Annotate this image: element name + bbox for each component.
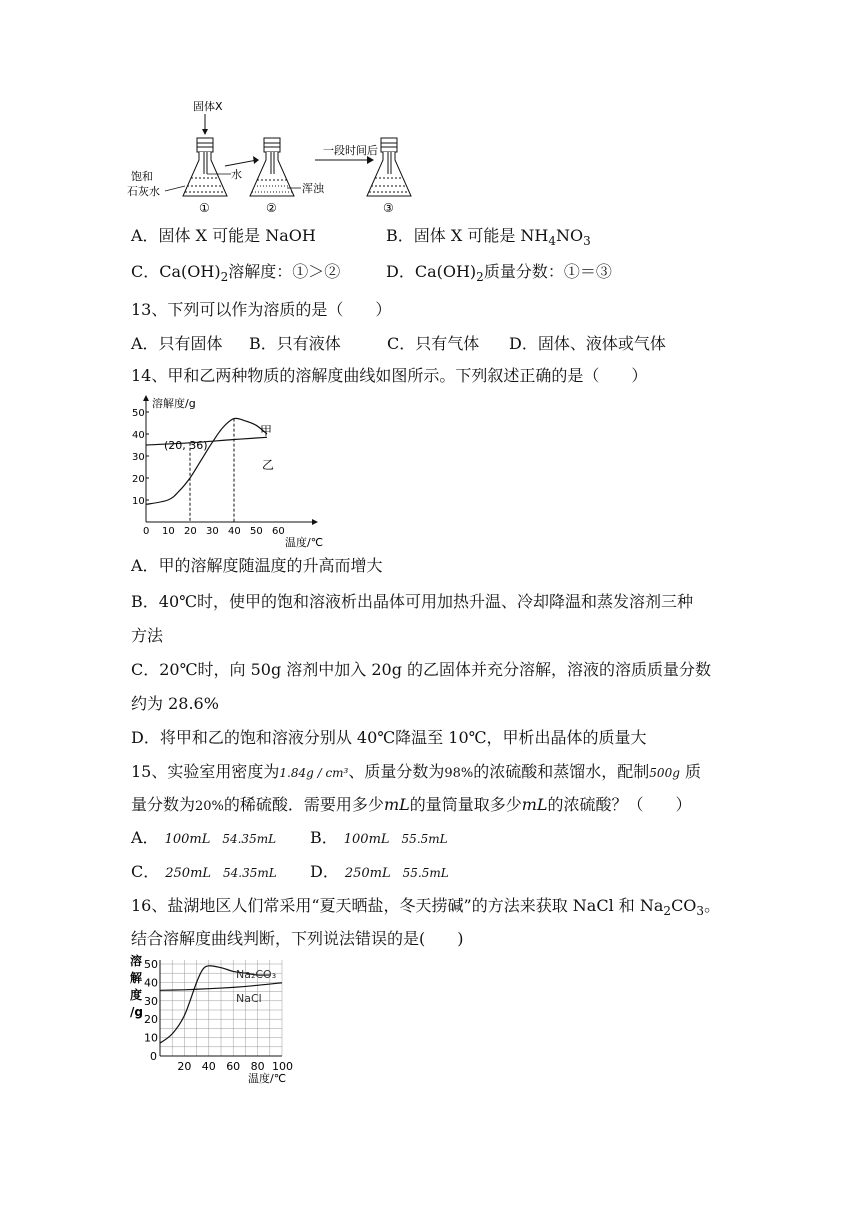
- turbid-label: 浑浊: [302, 182, 324, 195]
- q16-solubility-chart: [128, 952, 308, 1088]
- after-time-label: 一段时间后: [323, 144, 378, 157]
- y-tick-label: 50: [144, 958, 158, 971]
- water-label: 水: [231, 168, 242, 181]
- q12-option-d-sub: 2: [476, 270, 484, 285]
- saturated-label-2: 石灰水: [127, 185, 160, 198]
- x-tick-label: 100: [272, 1060, 293, 1073]
- q14-option-a: A．甲的溶解度随温度的升高而增大: [131, 556, 383, 575]
- solid-x-label: 固体X: [193, 100, 223, 113]
- q13-option-c: C．只有气体: [387, 334, 480, 353]
- y-axis-label-char: 溶: [130, 954, 143, 968]
- series-line-jia: [146, 418, 267, 504]
- q12-option-b-sub1: 4: [548, 234, 557, 249]
- series-label-yi: 乙: [262, 458, 275, 472]
- q12-option-b: [386, 226, 591, 251]
- flask-1-number: ①: [199, 201, 210, 215]
- q15-stem2-a: 量分数为: [131, 795, 196, 814]
- q12-option-c: [131, 262, 340, 287]
- q12-option-d: [386, 262, 612, 287]
- y-tick-label: 10: [144, 1031, 158, 1045]
- x-tick-label: 30: [206, 526, 219, 537]
- q16-stem1-b: CO: [671, 896, 697, 915]
- q12-option-d-suffix: 质量分数：①＝③: [483, 262, 612, 281]
- x-axis-arrow: [312, 519, 318, 525]
- y-tick-label: 0: [150, 1050, 157, 1063]
- q13-option-b: B．只有液体: [249, 334, 341, 353]
- x-tick-label: 0: [143, 526, 150, 537]
- q15-option-d-v2: 55.5mL: [402, 866, 449, 880]
- x-axis-label: 温度/℃: [285, 536, 324, 549]
- flask-2-number: ②: [266, 201, 277, 215]
- q13-option-a: A．只有固体: [131, 334, 223, 353]
- q15-stem-line1: [131, 762, 701, 784]
- q15-ml-1: mL: [383, 795, 410, 814]
- x-tick-label: 40: [228, 526, 241, 537]
- q15-option-b-v1: 100mL: [343, 832, 390, 847]
- q16-stem1-sub: 2: [663, 904, 672, 919]
- q15-stem2-c: 的量筒量取多少: [409, 795, 522, 814]
- y-axis-label: 溶解度/g: [152, 397, 196, 410]
- q12-option-b-sub2: 3: [583, 234, 591, 249]
- q14-option-d: D．将甲和乙的饱和溶液分别从 40℃降温至 10℃，甲析出晶体的质量大: [131, 728, 647, 747]
- q12-option-b-mid: NO: [556, 226, 584, 245]
- q15-density: 1.84g / cm³: [279, 766, 349, 780]
- saturated-label-1: 饱和: [131, 170, 153, 183]
- flask-2: [250, 138, 325, 215]
- q12-option-b-text: B．固体 X 可能是 NH: [386, 226, 549, 245]
- q12-option-c-suffix: 溶解度：①＞②: [228, 262, 341, 281]
- q15-stem1-c: 的浓硫酸和蒸馏水，配制: [473, 762, 650, 781]
- q16-stem-line2: 结合溶解度曲线判断，下列说法错误的是( ): [131, 929, 464, 948]
- y-tick-label: 10: [132, 496, 145, 507]
- x-tick-label: 50: [250, 526, 263, 537]
- q14-option-c-line1: C．20℃时，向 50g 溶剂中加入 20g 的乙固体并充分溶解，溶液的溶质质量分数: [131, 660, 712, 679]
- q14-option-b-line2: 方法: [131, 626, 164, 645]
- q16-stem1-sub2: 3: [696, 904, 705, 919]
- q15-stem1-d: 质: [679, 762, 701, 781]
- q13-option-d: D．固体、液体或气体: [509, 334, 666, 353]
- y-tick-label: 20: [144, 1013, 158, 1027]
- q15-mass: 500g: [649, 766, 680, 780]
- flask-1: [183, 138, 242, 215]
- q15-option-b-letter: B．: [310, 828, 338, 847]
- q15-option-a-v1: 100mL: [164, 832, 211, 847]
- x-tick-label: 40: [201, 1060, 216, 1073]
- q15-option-d-letter: D．: [310, 862, 339, 881]
- series-label-na2co3: Na₂CO₃: [236, 968, 277, 981]
- y-tick-label: 40: [144, 976, 158, 990]
- q15-ml-2: mL: [521, 795, 548, 814]
- q16-stem-line1: [131, 896, 720, 921]
- q15-option-b: [310, 828, 448, 850]
- q15-option-b-v2: 55.5mL: [401, 832, 448, 846]
- point-annotation: (20, 36): [164, 439, 208, 452]
- x-axis-label: 温度/℃: [248, 1072, 287, 1085]
- q15-stem1-b: 、质量分数为: [348, 762, 445, 781]
- q15-stem2-b: 的稀硫酸．需要用多少: [223, 795, 384, 814]
- q12-option-a: A．固体 X 可能是 NaOH: [131, 226, 316, 245]
- q15-option-c-v1: 250mL: [165, 866, 212, 881]
- x-tick-label: 80: [250, 1060, 265, 1073]
- q16-stem1-c: 。: [704, 896, 721, 915]
- y-axis-arrow: [143, 395, 149, 401]
- y-tick-label: 40: [132, 430, 145, 441]
- q15-option-c-letter: C．: [131, 862, 160, 881]
- q15-pct1: 98%: [444, 766, 474, 781]
- x-tick-label: 60: [226, 1060, 241, 1073]
- q14-option-c-line2: 约为 28.6%: [131, 694, 219, 713]
- q15-stem-line2: [131, 795, 692, 817]
- q13-stem: 13、下列可以作为溶质的是（ ）: [131, 300, 392, 319]
- q15-option-d-v1: 250mL: [344, 866, 391, 881]
- q12-option-d-prefix: D．Ca(OH): [386, 262, 477, 281]
- x-tick-label: 60: [272, 526, 285, 537]
- q15-option-d: [310, 862, 449, 884]
- q15-option-c-v2: 54.35mL: [223, 866, 277, 880]
- y-tick-label: 30: [144, 994, 158, 1008]
- q15-option-a-v2: 54.35mL: [222, 832, 277, 846]
- q14-solubility-chart: [130, 393, 330, 549]
- q15-option-a: [131, 828, 276, 850]
- x-tick-label: 20: [177, 1060, 192, 1073]
- q15-stem2-d: 的浓硫酸？（ ）: [547, 795, 692, 814]
- y-tick-label: 30: [132, 452, 145, 463]
- q14-stem: 14、甲和乙两种物质的溶解度曲线如图所示。下列叙述正确的是（ ）: [131, 366, 648, 385]
- x-tick-label: 20: [184, 526, 197, 537]
- q15-pct2: 20%: [195, 799, 224, 814]
- flask-3-number: ③: [383, 201, 394, 215]
- q12-flask-figure: [125, 96, 425, 218]
- q15-option-a-letter: A．: [131, 828, 159, 847]
- y-tick-label: 50: [132, 408, 145, 419]
- series-label-jia: 甲: [260, 424, 273, 438]
- q12-option-c-prefix: C．Ca(OH): [131, 262, 221, 281]
- y-axis-label-char: 度: [130, 988, 143, 1002]
- series-label-nacl: NaCl: [236, 992, 262, 1005]
- q15-stem1-a: 15、实验室用密度为: [131, 762, 280, 781]
- q14-option-b-line1: B．40℃时，使甲的饱和溶液析出晶体可用加热升温、冷却降温和蒸发溶剂三种: [131, 592, 694, 611]
- q15-option-c: [131, 862, 277, 884]
- x-tick-label: 10: [162, 526, 175, 537]
- y-tick-label: 20: [132, 474, 145, 485]
- y-axis-label-char: 解: [130, 971, 143, 985]
- q16-stem1-a: 16、盐湖地区人们常采用“夏天晒盐，冬天捞碱”的方法来获取 NaCl 和 Na: [131, 896, 664, 915]
- y-axis-label-char: /g: [130, 1005, 143, 1019]
- q12-option-c-sub: 2: [220, 270, 229, 285]
